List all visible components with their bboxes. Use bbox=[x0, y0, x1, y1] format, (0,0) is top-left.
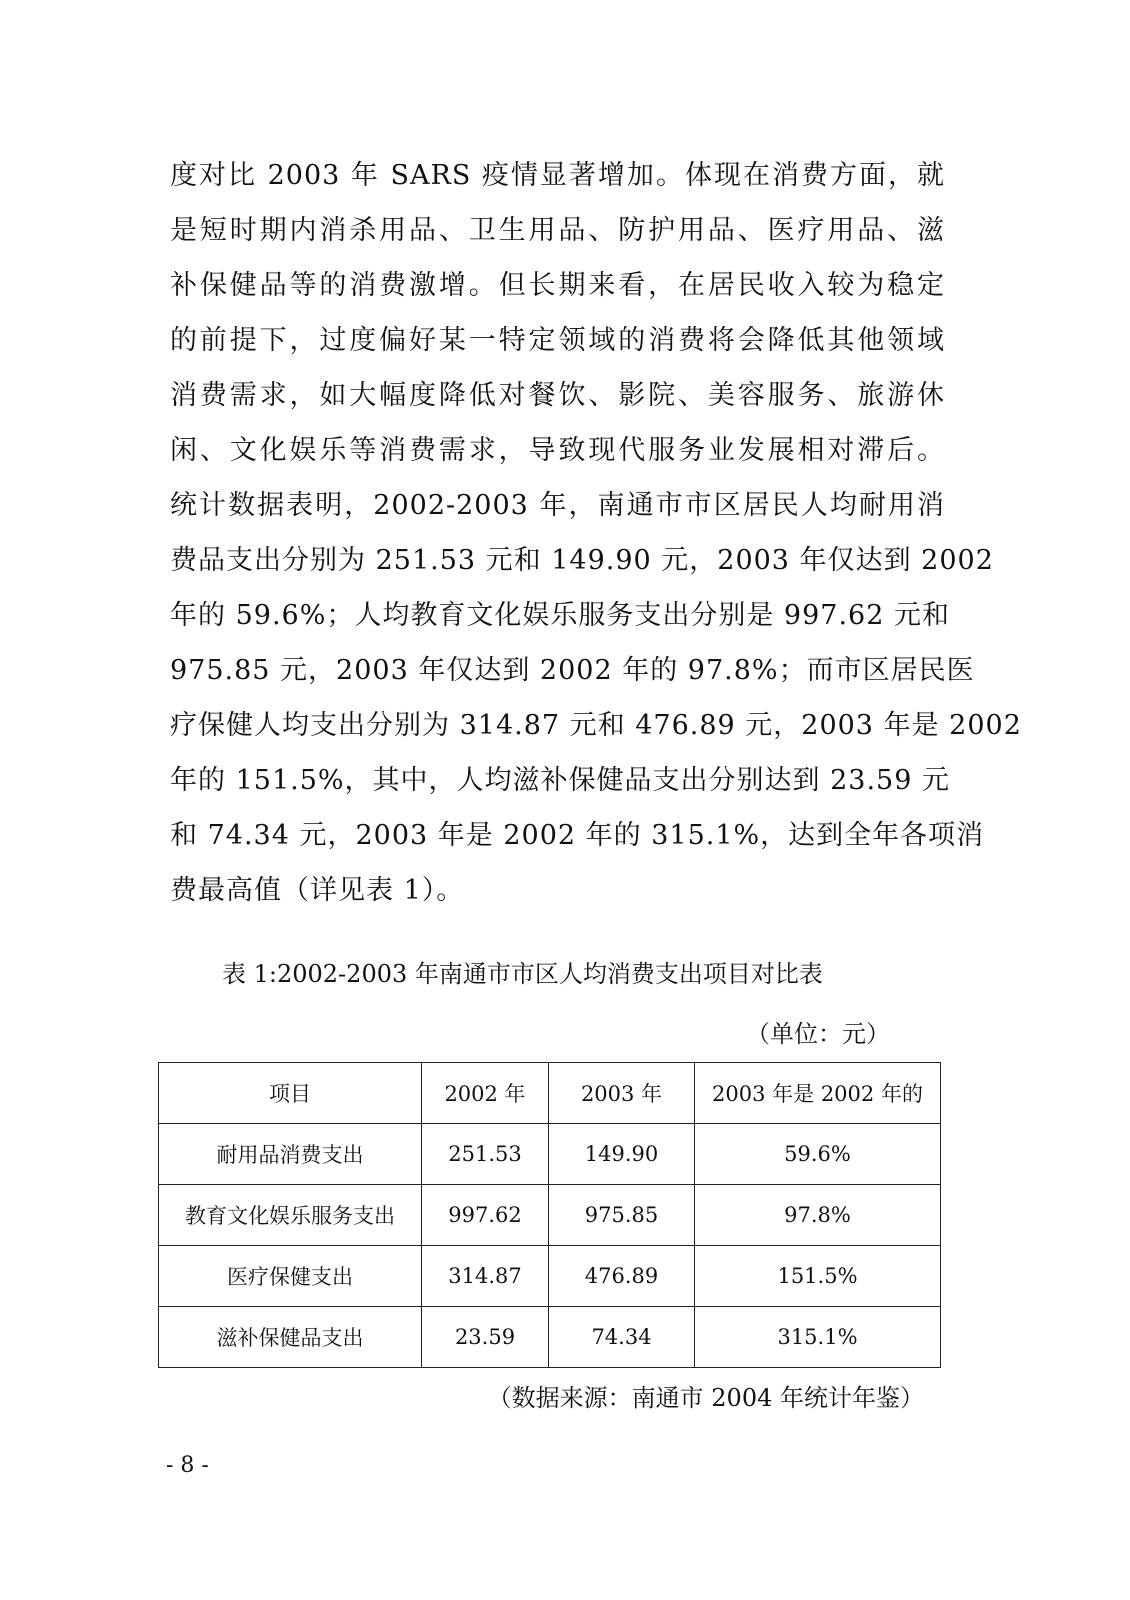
table-cell: 23.59 bbox=[422, 1307, 549, 1368]
paragraph-line: 消费需求，如大幅度降低对餐饮、影院、美容服务、旅游休 bbox=[170, 380, 945, 411]
table-row bbox=[159, 1124, 941, 1185]
table-cell: 74.34 bbox=[549, 1307, 695, 1368]
table-cell: 315.1% bbox=[695, 1307, 941, 1368]
paragraph-line: 度对比 2003 年 SARS 疫情显著增加。体现在消费方面，就 bbox=[170, 160, 945, 191]
table-cell: 97.8% bbox=[695, 1185, 941, 1246]
table-cell: 滋补保健品支出 bbox=[159, 1307, 422, 1368]
paragraph-line: 年的 59.6%；人均教育文化娱乐服务支出分别是 997.62 元和 bbox=[170, 600, 950, 631]
table-cell: 314.87 bbox=[422, 1246, 549, 1307]
table-cell: 251.53 bbox=[422, 1124, 549, 1185]
paragraph-line: 费品支出分别为 251.53 元和 149.90 元，2003 年仅达到 2002 bbox=[170, 545, 994, 576]
paragraph-line: 统计数据表明，2002-2003 年，南通市市区居民人均耐用消 bbox=[170, 490, 945, 521]
data-source-note: （数据来源：南通市 2004 年统计年鉴） bbox=[487, 1384, 924, 1412]
paragraph-line: 的前提下，过度偏好某一特定领域的消费将会降低其他领域 bbox=[170, 325, 945, 356]
paragraph-line: 和 74.34 元，2003 年是 2002 年的 315.1%，达到全年各项消 bbox=[170, 820, 985, 851]
paragraph-line: 疗保健人均支出分别为 314.87 元和 476.89 元，2003 年是 2002 bbox=[170, 710, 1022, 741]
table-cell: 997.62 bbox=[422, 1185, 549, 1246]
table-header-row bbox=[159, 1063, 941, 1124]
table-cell: 476.89 bbox=[549, 1246, 695, 1307]
table-row bbox=[159, 1185, 941, 1246]
table-cell: 975.85 bbox=[549, 1185, 695, 1246]
body-paragraph bbox=[170, 148, 1022, 918]
paragraph-line: 975.85 元，2003 年仅达到 2002 年的 97.8%；而市区居民医 bbox=[170, 655, 975, 686]
table-cell: 59.6% bbox=[695, 1124, 941, 1185]
table-cell: 149.90 bbox=[549, 1124, 695, 1185]
table-unit: （单位：元） bbox=[746, 1020, 890, 1048]
column-header-item: 项目 bbox=[159, 1063, 422, 1124]
table-cell: 耐用品消费支出 bbox=[159, 1124, 422, 1185]
paragraph-line-last: 费最高值（详见表 1）。 bbox=[170, 875, 465, 906]
paragraph-line: 是短时期内消杀用品、卫生用品、防护用品、医疗用品、滋 bbox=[170, 215, 945, 246]
paragraph-line: 补保健品等的消费激增。但长期来看，在居民收入较为稳定 bbox=[170, 270, 945, 301]
table-cell: 医疗保健支出 bbox=[159, 1246, 422, 1307]
page-number: - 8 - bbox=[166, 1453, 209, 1478]
column-header-ratio: 2003 年是 2002 年的 bbox=[695, 1063, 941, 1124]
table-row bbox=[159, 1307, 941, 1368]
table-row bbox=[159, 1246, 941, 1307]
paragraph-line: 年的 151.5%，其中，人均滋补保健品支出分别达到 23.59 元 bbox=[170, 765, 950, 796]
paragraph-line: 闲、文化娱乐等消费需求，导致现代服务业发展相对滞后。 bbox=[170, 435, 945, 466]
column-header-2002: 2002 年 bbox=[422, 1063, 549, 1124]
table-cell: 教育文化娱乐服务支出 bbox=[159, 1185, 422, 1246]
table-cell: 151.5% bbox=[695, 1246, 941, 1307]
consumption-table bbox=[158, 1062, 941, 1368]
column-header-2003: 2003 年 bbox=[549, 1063, 695, 1124]
table-caption: 表 1:2002-2003 年南通市市区人均消费支出项目对比表 bbox=[222, 960, 823, 988]
